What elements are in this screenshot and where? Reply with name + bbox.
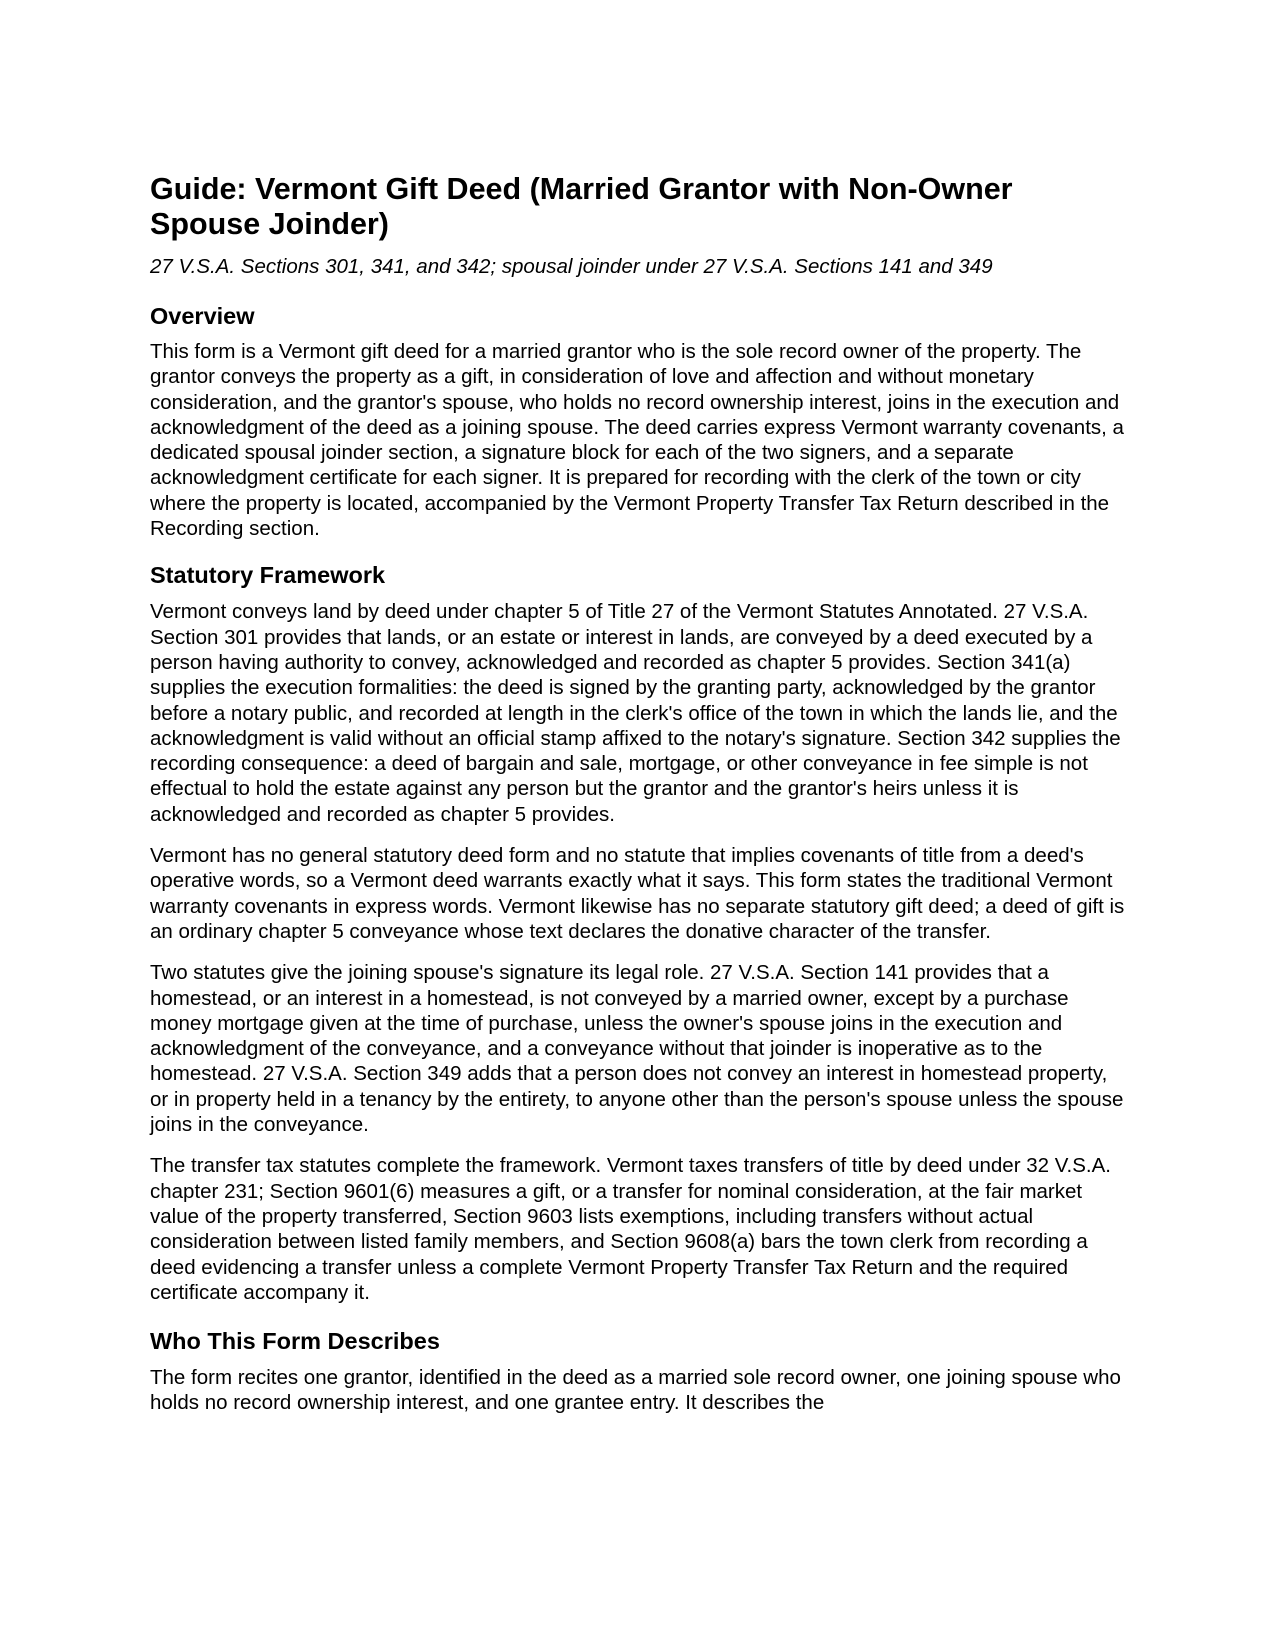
- who-paragraph: The form recites one grantor, identified in the deed as a married sole record owner, one joining spouse who holds no record ownership interest, and one grantee entry. It describes the: [150, 1366, 1121, 1415]
- framework-paragraph-3: Two statutes give the joining spouse's signature its legal role. 27 V.S.A. Section 141 provides that a homestead, or an interest in a homestead, is not conveyed by a married owner, except by a purchase money mortgage given at the time of purchase, unless the owner's spouse joins in the execution and acknowledgment of the conveyance, and a conveyance without that joinder is inoperative as to the homestead. 27 V.S.A. Section 349 adds that a person does not convey an interest in homestead property, or in property held in a tenancy by the entirety, to anyone other than the person's spouse unless the spouse joins in the conveyance.: [150, 961, 1124, 1137]
- framework-paragraph-2: Vermont has no general statutory deed form and no statute that implies covenants of title from a deed's operative words, so a Vermont deed warrants exactly what it says. This form states the traditional Vermont warranty covenants in express words. Vermont likewise has no separate statutory gift deed; a deed of gift is an ordinary chapter 5 conveyance whose text declares the donative character of the transfer.: [150, 844, 1125, 943]
- section-heading-overview: Overview: [150, 303, 255, 329]
- overview-paragraph: This form is a Vermont gift deed for a married grantor who is the sole record owner of the property. The grantor conveys the property as a gift, in consideration of love and affection and without monetary consideration, and the grantor's spouse, who holds no record ownership interest, joins in the execution and acknowledgment of the deed as a joining spouse. The deed carries express Vermont warranty covenants, a dedicated spousal joinder section, a signature block for each of the two signers, and a separate acknowledgment certificate for each signer. It is prepared for recording with the clerk of the town or city where the property is located, accompanied by the Vermont Property Transfer Tax Return described in the Recording section.: [150, 340, 1124, 541]
- document-page: [150, 172, 1130, 1416]
- document-title: Guide: Vermont Gift Deed (Married Grantor with Non-Owner Spouse Joinder): [150, 172, 1013, 241]
- section-heading-who-this-form-describes: Who This Form Describes: [150, 1328, 440, 1355]
- framework-paragraph-1: Vermont conveys land by deed under chapter 5 of Title 27 of the Vermont Statutes Annotated. 27 V.S.A. Section 301 provides that lands, or an estate or interest in lands, are conveyed by a deed executed by a person having authority to convey, acknowledged and recorded as chapter 5 provides. Section 341(a) supplies the execution formalities: the deed is signed by the granting party, acknowledged by the grantor before a notary public, and recorded at length in the clerk's office of the town in which the lands lie, and the acknowledgment is valid without an official stamp affixed to the notary's signature. Section 342 supplies the recording consequence: a deed of bargain and sale, mortgage, or other conveyance in fee simple is not effectual to hold the estate against any person but the grantor and the grantor's heirs unless it is acknowledged and recorded as chapter 5 provides.: [150, 600, 1121, 826]
- framework-paragraph-4: The transfer tax statutes complete the framework. Vermont taxes transfers of title by deed under 32 V.S.A. chapter 231; Section 9601(6) measures a gift, or a transfer for nominal consideration, at the fair market value of the property transferred, Section 9603 lists exemptions, including transfers without actual consideration between listed family members, and Section 9608(a) bars the town clerk from recording a deed evidencing a transfer unless a complete Vermont Property Transfer Tax Return and the required certificate accompany it.: [150, 1154, 1111, 1304]
- statute-citation: 27 V.S.A. Sections 301, 341, and 342; spousal joinder under 27 V.S.A. Sections 141 and 349: [150, 255, 993, 278]
- section-heading-statutory-framework: Statutory Framework: [150, 562, 386, 589]
